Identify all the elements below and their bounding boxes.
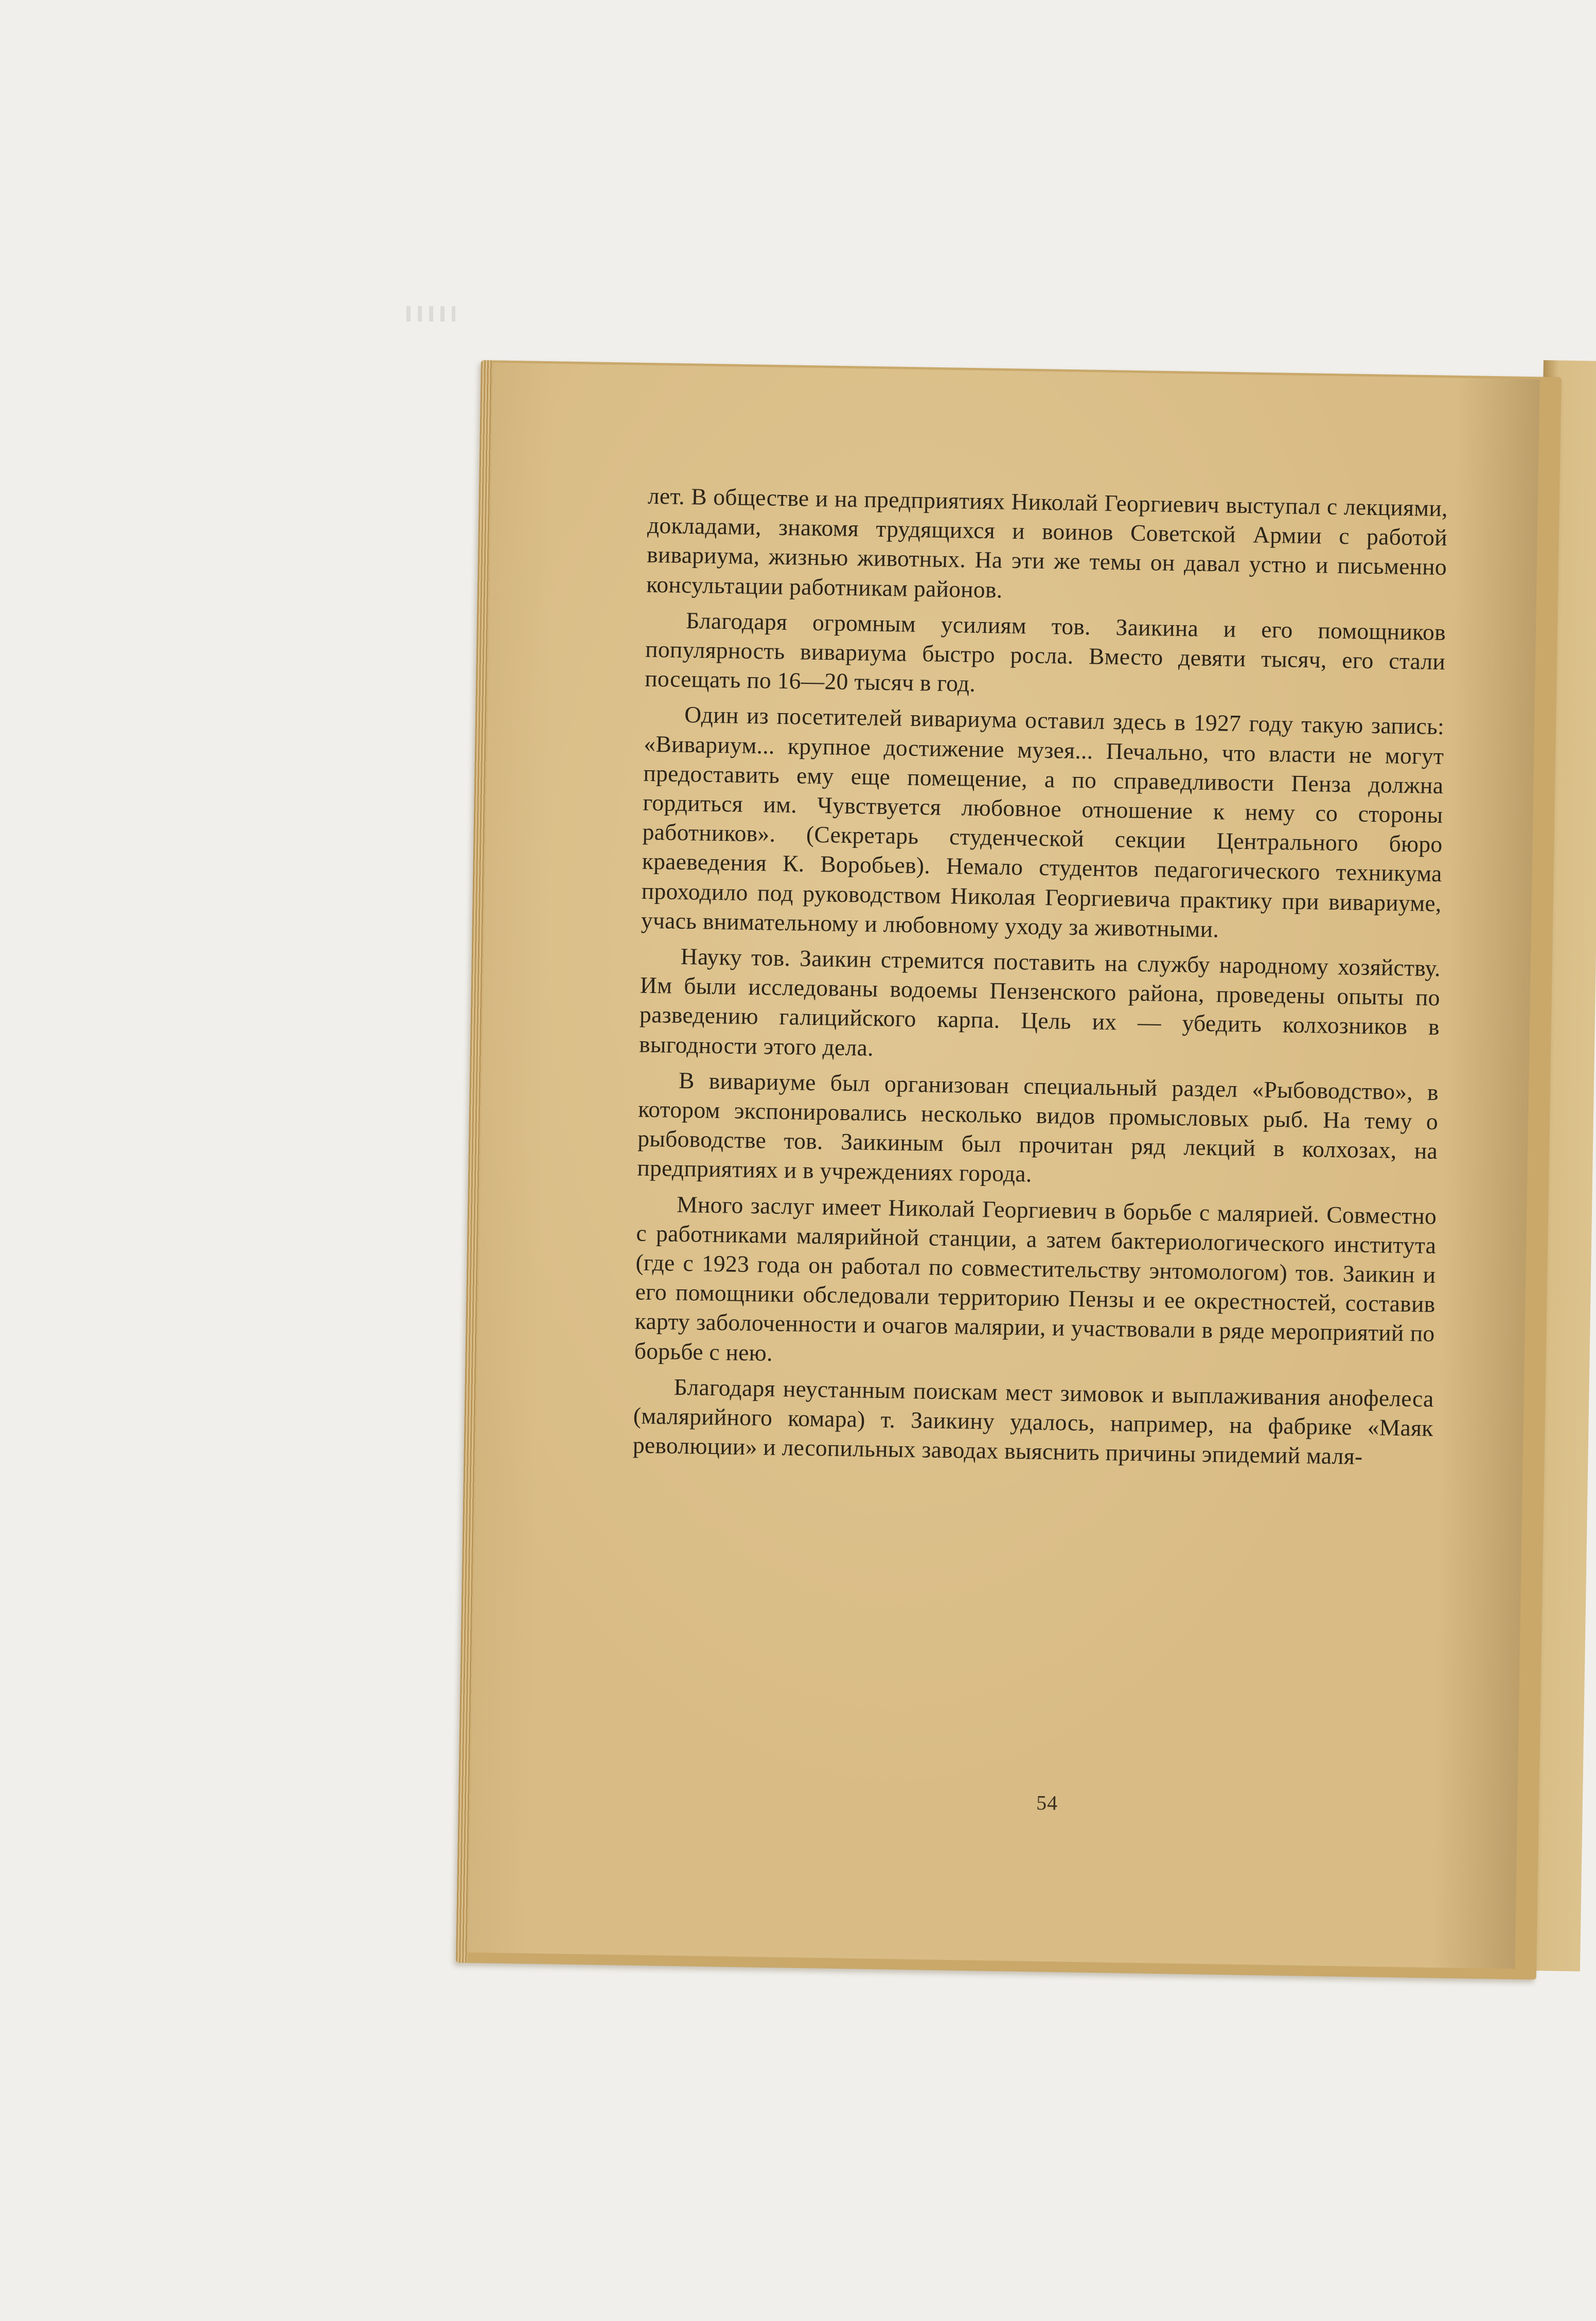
paragraph-2: Благодаря огромным усилиям тов. Заикина и его помощников популярность вивариума быстро росла. Вместо девяти тысяч, его стали посещать по 16—20 тысяч в год.: [645, 607, 1446, 697]
paragraph-7: Благодаря неустанным поискам мест зимовок и выплаживания анофелеса (малярийного комара) т. Заикину удалось, например, на фабрике «Маяк революции» и лесопильных заводах выяснить причины эпидемий маля-: [632, 1373, 1434, 1470]
paragraph-4: Науку тов. Заикин стремится поставить на службу народному хозяйству. Им были исследованы водоемы Пензенского района, проведены опыты по разведению галицийского карпа. Цель их — убедить колхозников в выгодности этого дела.: [639, 943, 1441, 1061]
scanner-bed-mark: [406, 306, 455, 322]
paragraph-1: лет. В обществе и на предприятиях Николай Георгиевич выступал с лекциями, докладами, знакомя трудящихся и воинов Советской Армии с работой вивариума, жизнью животных. На эти же темы он давал устно и письменно консультации работникам районов.: [646, 482, 1448, 603]
body-text: [633, 481, 1448, 1473]
page-number: 54: [1036, 1791, 1058, 1815]
paragraph-5: В вивариуме был организован специальный раздел «Рыбоводство», в котором экспонировались несколько видов промысловых рыб. На тему о рыбоводстве тов. Заикиным был прочитан ряд лекций в колхозах, на предприятиях и в учреждениях города.: [637, 1067, 1439, 1188]
book-page: [468, 363, 1539, 1969]
paragraph-6: Много заслуг имеет Николай Георгиевич в борьбе с малярией. Совместно с работниками малярийной станции, а затем бактериологического института (где с 1923 года он работал по совместительству энтомологом) тов. Заикин и его помощники обследовали территорию Пензы и ее окрестностей, составив карту заболоченности и очагов малярии, и участвовали в ряде мероприятий по борьбе с нею.: [634, 1191, 1437, 1366]
paragraph-3: Один из посетителей вивариума оставил здесь в 1927 году такую запись: «Вивариум... крупное достижение музея... Печально, что власти не могут предоставить ему еще помещение, а по справедливости Пенза должна гордиться им. Чувствуется любовное отношение к нему со стороны работников». (Секретарь студенческой секции Центрального бюро краеведения К. Воробьев). Немало студентов педагогического техникума проходило под руководством Николая Георгиевича практику при вивариуме, учась внимательному и любовному уходу за животными.: [641, 701, 1445, 943]
